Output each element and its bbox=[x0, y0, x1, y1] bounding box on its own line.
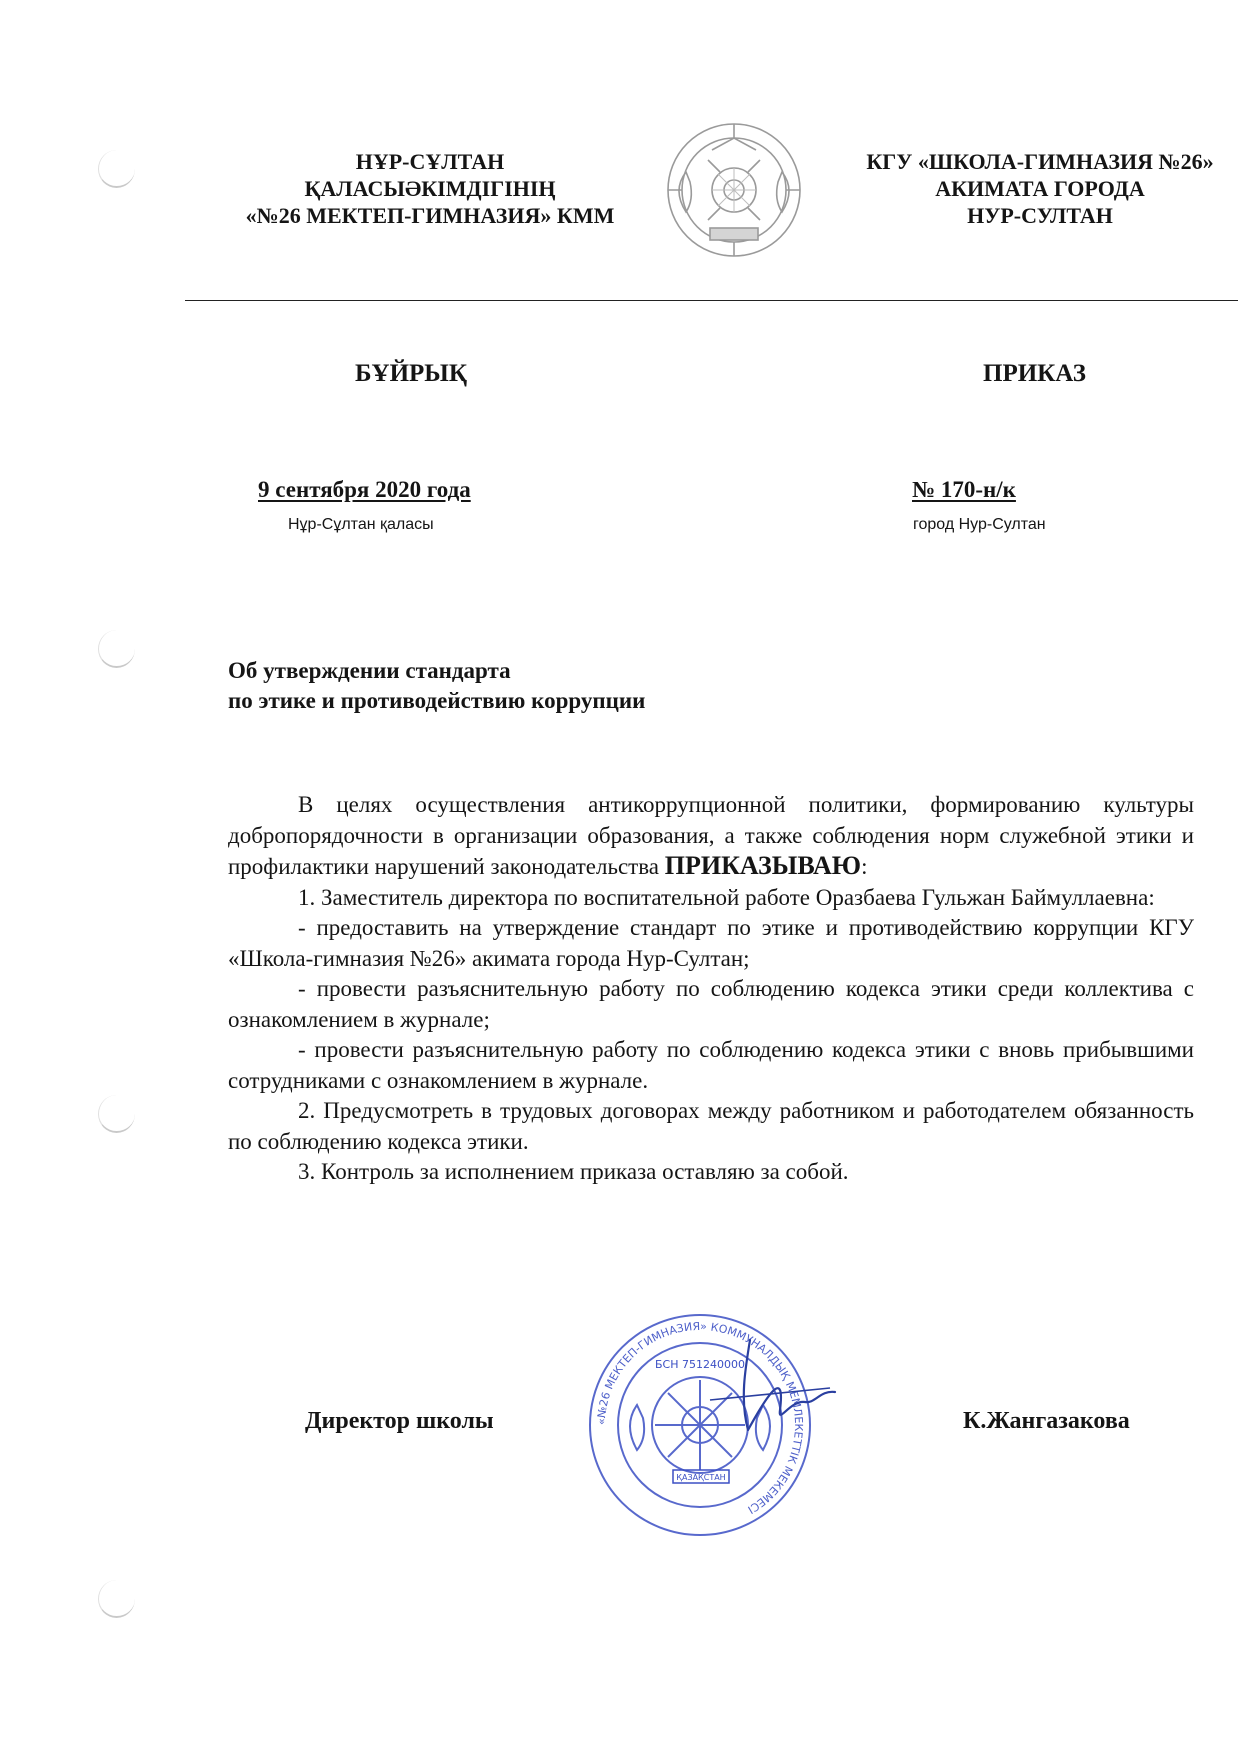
body-item: - предоставить на утверждение стандарт по этике и противодействию коррупции КГУ «Школа-гимназия №26» акимата города Нур-Султан; bbox=[228, 915, 1194, 971]
order-word: ПРИКАЗЫВАЮ bbox=[664, 851, 862, 880]
body-item: 1. Заместитель директора по воспитательной работе Оразбаева Гульжан Баймуллаевна: bbox=[298, 884, 1155, 910]
header-line: НУР-СУЛТАН bbox=[967, 203, 1113, 228]
order-body bbox=[228, 790, 1194, 1188]
city-ru: город Нур-Султан bbox=[913, 516, 1046, 533]
header-line: «№26 МЕКТЕП-ГИМНАЗИЯ» КММ bbox=[245, 203, 615, 228]
punch-hole bbox=[98, 1580, 135, 1618]
header-divider bbox=[185, 300, 1238, 301]
punch-hole bbox=[98, 150, 135, 188]
header-org-ru bbox=[842, 148, 1238, 229]
intro-text: В целях осуществления антикоррупционной политики, формированию культуры добропорядочности в организации образования, а также соблюдения норм служебной этики и профилактики нарушений законодательства bbox=[228, 792, 1194, 879]
header-line: НҰР-СҰЛТАН bbox=[355, 149, 505, 174]
state-emblem-icon bbox=[664, 120, 804, 260]
body-item: - провести разъяснительную работу по соблюдению кодекса этики с вновь прибывшими сотрудниками с ознакомлением в журнале. bbox=[228, 1037, 1194, 1093]
punch-hole bbox=[98, 1095, 135, 1133]
subject-line: по этике и противодействию коррупции bbox=[228, 688, 646, 713]
stamp-ring-text: «№26 МЕКТЕП-ГИМНАЗИЯ» КОММУНАЛДЫҚ МЕМЛЕКЕТТІК МЕКЕМЕСІ bbox=[594, 1319, 806, 1517]
body-item: - провести разъяснительную работу по соблюдению кодекса этики среди коллектива с ознакомлением в журнале; bbox=[228, 976, 1194, 1032]
header-line: АКИМАТА ГОРОДА bbox=[935, 176, 1145, 201]
header-line: КГУ «ШКОЛА-ГИМНАЗИЯ №26» bbox=[866, 149, 1214, 174]
subject-line: Об утверждении стандарта bbox=[228, 658, 511, 683]
doc-type-ru: ПРИКАЗ bbox=[983, 360, 1086, 387]
header-org-kk bbox=[210, 148, 650, 229]
order-number: № 170-н/к bbox=[912, 477, 1016, 502]
order-subject bbox=[228, 656, 645, 716]
body-intro bbox=[228, 790, 1194, 883]
handwritten-signature bbox=[690, 1330, 840, 1450]
body-item: 3. Контроль за исполнением приказа оставляю за собой. bbox=[298, 1159, 849, 1184]
body-item: 2. Предусмотреть в трудовых договорах между работником и работодателем обязанность по соблюдению кодекса этики. bbox=[228, 1098, 1194, 1154]
order-colon: : bbox=[861, 854, 868, 879]
stamp-band: ҚАЗАҚСТАН bbox=[676, 1473, 726, 1482]
order-date: 9 сентября 2020 года bbox=[258, 477, 471, 502]
signatory-name: К.Жангазакова bbox=[963, 1408, 1130, 1434]
city-kk: Нұр-Сұлтан қаласы bbox=[288, 516, 434, 533]
header-line: ҚАЛАСЫӘКІМДІГІНІҢ bbox=[304, 176, 556, 201]
punch-hole bbox=[98, 630, 135, 668]
doc-type-kk: БҰЙРЫҚ bbox=[355, 360, 467, 387]
stamp-bin: БСН 751240000 bbox=[655, 1358, 745, 1371]
signatory-position: Директор школы bbox=[305, 1408, 494, 1434]
